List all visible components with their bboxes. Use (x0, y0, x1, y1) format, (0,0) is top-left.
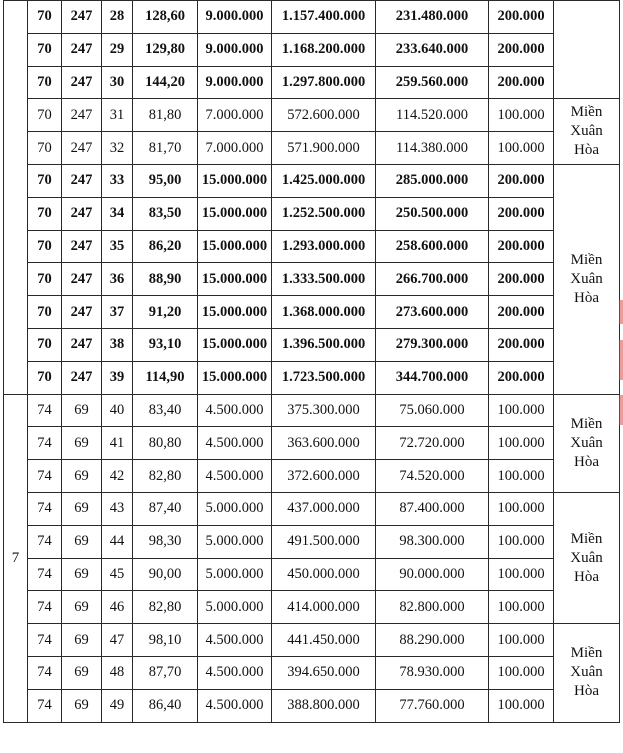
cell-area: 93,10 (133, 328, 198, 361)
location-text: Xuân (570, 270, 603, 287)
table-row (4, 591, 620, 624)
cell-total-value: 375.300.000 (272, 394, 376, 427)
cell-deposit: 259.560.000 (376, 66, 489, 99)
cell-deposit: 266.700.000 (376, 263, 489, 296)
table-row (4, 230, 620, 263)
cell-lot-number: 43 (102, 492, 133, 525)
cell-col-b: 247 (62, 99, 102, 132)
cell-area: 83,40 (133, 394, 198, 427)
location-text: Xuân (570, 664, 603, 681)
cell-fee: 100.000 (489, 132, 554, 165)
location-text: Miền (570, 415, 603, 432)
cell-col-a: 70 (28, 197, 62, 230)
cell-col-a: 70 (28, 328, 62, 361)
cell-col-b: 247 (62, 66, 102, 99)
cell-unit-price: 5.000.000 (198, 591, 272, 624)
cell-lot-number: 36 (102, 263, 133, 296)
cell-col-a: 74 (28, 427, 62, 460)
cell-deposit: 98.300.000 (376, 525, 489, 558)
table-row (4, 132, 620, 165)
group-number-cell: 7 (4, 394, 28, 722)
cell-area: 98,10 (133, 624, 198, 657)
cell-deposit: 82.800.000 (376, 591, 489, 624)
cell-col-b: 69 (62, 656, 102, 689)
cell-deposit: 114.380.000 (376, 132, 489, 165)
cell-deposit: 87.400.000 (376, 492, 489, 525)
cell-col-a: 70 (28, 164, 62, 197)
cell-area: 81,80 (133, 99, 198, 132)
cell-lot-number: 33 (102, 164, 133, 197)
table-row (4, 197, 620, 230)
cell-lot-number: 40 (102, 394, 133, 427)
cell-total-value: 437.000.000 (272, 492, 376, 525)
cell-lot-number: 29 (102, 33, 133, 66)
cell-total-value: 1.168.200.000 (272, 33, 376, 66)
location-text: Xuân (570, 549, 603, 566)
table-row (4, 66, 620, 99)
cell-lot-number: 49 (102, 689, 133, 722)
location-text: Hòa (574, 289, 599, 306)
cell-unit-price: 15.000.000 (198, 230, 272, 263)
cell-col-b: 69 (62, 460, 102, 493)
cell-fee: 200.000 (489, 263, 554, 296)
cell-lot-number: 35 (102, 230, 133, 263)
cell-fee: 100.000 (489, 558, 554, 591)
cell-area: 87,40 (133, 492, 198, 525)
cell-col-a: 70 (28, 66, 62, 99)
cell-fee: 100.000 (489, 689, 554, 722)
document-sheet (3, 0, 620, 723)
table-row (4, 164, 620, 197)
cell-unit-price: 9.000.000 (198, 1, 272, 34)
cell-total-value: 363.600.000 (272, 427, 376, 460)
cell-col-b: 247 (62, 1, 102, 34)
table-body (4, 1, 620, 723)
cell-col-b: 69 (62, 492, 102, 525)
table-row (4, 427, 620, 460)
cell-lot-number: 28 (102, 1, 133, 34)
cell-area: 91,20 (133, 296, 198, 329)
cell-total-value: 572.600.000 (272, 99, 376, 132)
table-row (4, 492, 620, 525)
cell-area: 86,40 (133, 689, 198, 722)
cell-fee: 200.000 (489, 164, 554, 197)
cell-col-b: 247 (62, 197, 102, 230)
cell-col-b: 69 (62, 558, 102, 591)
cell-area: 87,70 (133, 656, 198, 689)
cell-col-a: 70 (28, 1, 62, 34)
group-number-cell (4, 1, 28, 395)
cell-col-a: 70 (28, 361, 62, 394)
cell-fee: 200.000 (489, 328, 554, 361)
location-cell (554, 99, 620, 165)
cell-deposit: 90.000.000 (376, 558, 489, 591)
cell-col-a: 70 (28, 230, 62, 263)
cell-deposit: 258.600.000 (376, 230, 489, 263)
location-text: Hòa (574, 568, 599, 585)
cell-fee: 200.000 (489, 197, 554, 230)
cell-total-value: 1.723.500.000 (272, 361, 376, 394)
location-cell (554, 394, 620, 492)
cell-unit-price: 15.000.000 (198, 296, 272, 329)
location-text: Miền (570, 530, 603, 547)
cell-unit-price: 4.500.000 (198, 394, 272, 427)
margin-stamp-mark (619, 340, 623, 380)
cell-col-a: 70 (28, 263, 62, 296)
cell-unit-price: 5.000.000 (198, 558, 272, 591)
cell-area: 98,30 (133, 525, 198, 558)
cell-unit-price: 15.000.000 (198, 164, 272, 197)
table-row (4, 656, 620, 689)
cell-total-value: 1.293.000.000 (272, 230, 376, 263)
cell-col-a: 74 (28, 394, 62, 427)
location-text: Miền (570, 645, 603, 662)
cell-lot-number: 38 (102, 328, 133, 361)
cell-col-b: 69 (62, 394, 102, 427)
cell-lot-number: 41 (102, 427, 133, 460)
cell-col-a: 70 (28, 99, 62, 132)
cell-col-b: 247 (62, 296, 102, 329)
cell-col-b: 69 (62, 591, 102, 624)
cell-deposit: 231.480.000 (376, 1, 489, 34)
cell-total-value: 414.000.000 (272, 591, 376, 624)
cell-unit-price: 4.500.000 (198, 427, 272, 460)
cell-fee: 100.000 (489, 624, 554, 657)
cell-area: 90,00 (133, 558, 198, 591)
cell-lot-number: 44 (102, 525, 133, 558)
cell-area: 83,50 (133, 197, 198, 230)
location-cell (554, 164, 620, 394)
location-text: Hòa (574, 453, 599, 470)
cell-deposit: 250.500.000 (376, 197, 489, 230)
cell-col-a: 74 (28, 460, 62, 493)
cell-deposit: 344.700.000 (376, 361, 489, 394)
cell-deposit: 77.760.000 (376, 689, 489, 722)
cell-total-value: 571.900.000 (272, 132, 376, 165)
cell-area: 114,90 (133, 361, 198, 394)
location-text: Xuân (570, 123, 603, 140)
cell-col-b: 69 (62, 427, 102, 460)
cell-col-b: 247 (62, 361, 102, 394)
table-row (4, 558, 620, 591)
cell-lot-number: 32 (102, 132, 133, 165)
cell-deposit: 273.600.000 (376, 296, 489, 329)
cell-fee: 200.000 (489, 230, 554, 263)
table-row (4, 1, 620, 34)
cell-fee: 100.000 (489, 394, 554, 427)
cell-unit-price: 4.500.000 (198, 656, 272, 689)
cell-fee: 200.000 (489, 66, 554, 99)
cell-lot-number: 31 (102, 99, 133, 132)
location-cell (554, 492, 620, 623)
cell-total-value: 1.297.800.000 (272, 66, 376, 99)
cell-col-a: 74 (28, 624, 62, 657)
cell-col-a: 74 (28, 558, 62, 591)
cell-fee: 100.000 (489, 460, 554, 493)
cell-unit-price: 15.000.000 (198, 361, 272, 394)
cell-col-b: 69 (62, 525, 102, 558)
cell-lot-number: 45 (102, 558, 133, 591)
cell-lot-number: 39 (102, 361, 133, 394)
cell-unit-price: 5.000.000 (198, 525, 272, 558)
cell-total-value: 1.368.000.000 (272, 296, 376, 329)
cell-col-a: 70 (28, 296, 62, 329)
table-row (4, 689, 620, 722)
margin-stamp-mark (619, 395, 623, 425)
cell-area: 88,90 (133, 263, 198, 296)
cell-deposit: 72.720.000 (376, 427, 489, 460)
cell-area: 86,20 (133, 230, 198, 263)
cell-fee: 200.000 (489, 361, 554, 394)
cell-area: 129,80 (133, 33, 198, 66)
cell-deposit: 233.640.000 (376, 33, 489, 66)
table-row (4, 99, 620, 132)
cell-area: 82,80 (133, 460, 198, 493)
table-row (4, 263, 620, 296)
cell-fee: 100.000 (489, 525, 554, 558)
location-cell (554, 624, 620, 722)
cell-total-value: 491.500.000 (272, 525, 376, 558)
table-row (4, 328, 620, 361)
table-row (4, 33, 620, 66)
cell-total-value: 1.157.400.000 (272, 1, 376, 34)
table-row (4, 296, 620, 329)
cell-unit-price: 15.000.000 (198, 328, 272, 361)
cell-unit-price: 15.000.000 (198, 263, 272, 296)
cell-total-value: 1.396.500.000 (272, 328, 376, 361)
cell-area: 95,00 (133, 164, 198, 197)
cell-col-b: 247 (62, 132, 102, 165)
cell-col-a: 74 (28, 656, 62, 689)
cell-lot-number: 34 (102, 197, 133, 230)
cell-area: 144,20 (133, 66, 198, 99)
location-text: Hòa (574, 142, 599, 159)
cell-fee: 100.000 (489, 656, 554, 689)
cell-deposit: 88.290.000 (376, 624, 489, 657)
cell-deposit: 114.520.000 (376, 99, 489, 132)
cell-deposit: 285.000.000 (376, 164, 489, 197)
cell-lot-number: 42 (102, 460, 133, 493)
cell-col-b: 247 (62, 230, 102, 263)
cell-area: 81,70 (133, 132, 198, 165)
location-text: Miền (570, 104, 603, 121)
cell-total-value: 388.800.000 (272, 689, 376, 722)
location-text: Miền (570, 251, 603, 268)
cell-total-value: 1.333.500.000 (272, 263, 376, 296)
cell-col-b: 69 (62, 624, 102, 657)
cell-unit-price: 15.000.000 (198, 197, 272, 230)
cell-col-b: 247 (62, 328, 102, 361)
cell-fee: 100.000 (489, 492, 554, 525)
cell-deposit: 279.300.000 (376, 328, 489, 361)
cell-lot-number: 30 (102, 66, 133, 99)
cell-total-value: 441.450.000 (272, 624, 376, 657)
cell-col-a: 74 (28, 525, 62, 558)
cell-unit-price: 5.000.000 (198, 492, 272, 525)
cell-col-a: 74 (28, 492, 62, 525)
table-row (4, 361, 620, 394)
table-row (4, 394, 620, 427)
cell-unit-price: 9.000.000 (198, 66, 272, 99)
cell-col-b: 69 (62, 689, 102, 722)
cell-col-a: 74 (28, 689, 62, 722)
location-text: Hòa (574, 683, 599, 700)
cell-deposit: 78.930.000 (376, 656, 489, 689)
table-row (4, 460, 620, 493)
cell-total-value: 1.425.000.000 (272, 164, 376, 197)
cell-total-value: 450.000.000 (272, 558, 376, 591)
cell-area: 128,60 (133, 1, 198, 34)
cell-col-b: 247 (62, 33, 102, 66)
cell-lot-number: 48 (102, 656, 133, 689)
cell-unit-price: 4.500.000 (198, 624, 272, 657)
margin-stamp-mark (619, 300, 623, 324)
cell-deposit: 75.060.000 (376, 394, 489, 427)
table-row (4, 624, 620, 657)
cell-col-a: 70 (28, 33, 62, 66)
cell-unit-price: 7.000.000 (198, 132, 272, 165)
cell-unit-price: 4.500.000 (198, 689, 272, 722)
cell-unit-price: 7.000.000 (198, 99, 272, 132)
cell-total-value: 1.252.500.000 (272, 197, 376, 230)
cell-area: 80,80 (133, 427, 198, 460)
land-price-table (3, 0, 620, 723)
location-cell (554, 1, 620, 99)
cell-unit-price: 4.500.000 (198, 460, 272, 493)
cell-total-value: 394.650.000 (272, 656, 376, 689)
cell-fee: 200.000 (489, 33, 554, 66)
cell-unit-price: 9.000.000 (198, 33, 272, 66)
cell-fee: 100.000 (489, 427, 554, 460)
cell-fee: 200.000 (489, 296, 554, 329)
cell-deposit: 74.520.000 (376, 460, 489, 493)
table-row (4, 525, 620, 558)
cell-col-b: 247 (62, 263, 102, 296)
cell-total-value: 372.600.000 (272, 460, 376, 493)
location-text: Xuân (570, 434, 603, 451)
cell-fee: 100.000 (489, 591, 554, 624)
cell-lot-number: 47 (102, 624, 133, 657)
cell-col-a: 70 (28, 132, 62, 165)
cell-fee: 100.000 (489, 99, 554, 132)
cell-area: 82,80 (133, 591, 198, 624)
cell-col-a: 74 (28, 591, 62, 624)
cell-lot-number: 37 (102, 296, 133, 329)
cell-lot-number: 46 (102, 591, 133, 624)
cell-col-b: 247 (62, 164, 102, 197)
cell-fee: 200.000 (489, 1, 554, 34)
